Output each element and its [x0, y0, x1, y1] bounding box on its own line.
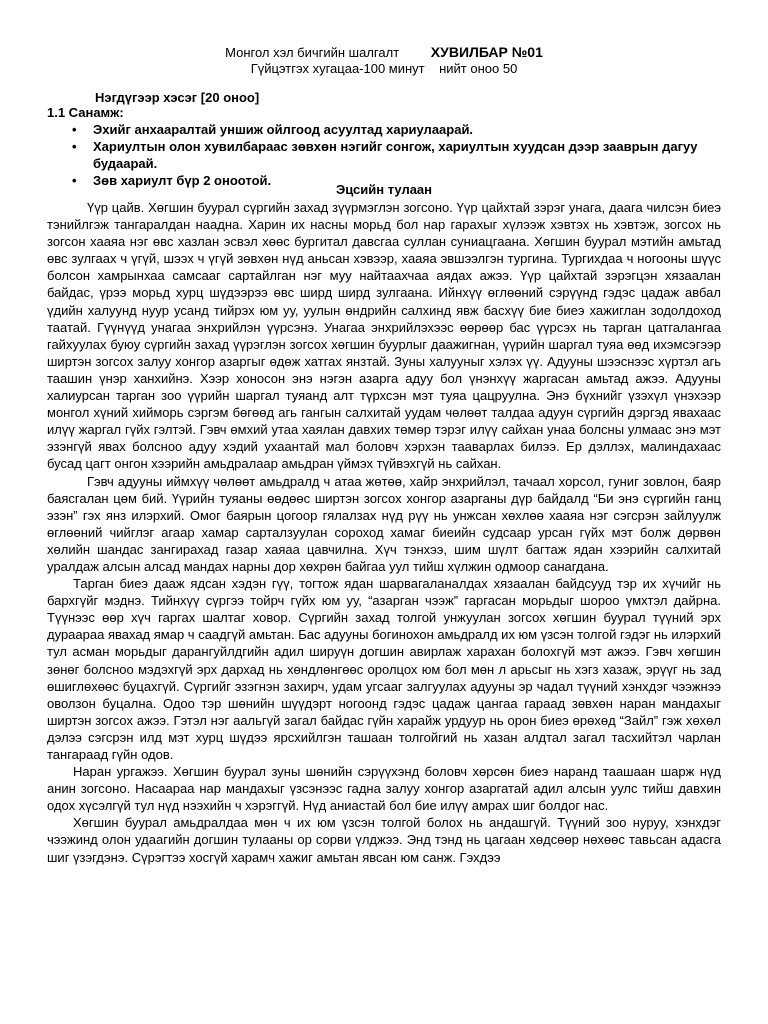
exam-variant: ХУВИЛБАР №01	[430, 44, 543, 60]
instruction-item: • Зөв хариулт бүр 2 оноотой.	[72, 172, 712, 189]
exam-header	[0, 44, 768, 77]
exam-duration: Гүйцэтгэх хугацаа-100 минут	[250, 61, 425, 76]
essay-body	[47, 199, 721, 866]
exam-total-score: нийт оноо 50	[439, 61, 518, 76]
essay-paragraph: Хөгшин буурал амьдралдаа мөн ч их юм үзсэн толгой болох нь андашгүй. Түүний зоо нуруу, хэнхдэг чээжинд олон удаагийн догшин тулааны ор сорви үлджээ. Энд тэнд нь цагаан хөдсөөр нөхөөс тавьсан адасга шиг үзэгдэнэ. Сүрэгтээ хосгүй харамч хажиг амьтан явсан юм санж. Гэхдээ	[47, 815, 721, 865]
note-label: 1.1 Санамж:	[47, 105, 124, 120]
essay-paragraph: Тарган биеэ дааж ядсан хэдэн гүү, тогтож ядан шарвагаланалдах хязаалан байдсууд тэр их хүчийг нь бархгүйг мэднэ. Тийнхүү сүргээ тойрч гүйх юм уу, “азарган чээж” гаргасан морьдыг шороо үмхтэл дайрна. Түүнээс өөр хүч гаргах шалтаг ховор. Сүргийн захад толгой унжуулан зогсох хөгшин буурал түүний эрх дураараа явахад ямар ч саадгүй амьтан. Бас адууны богинохон амьдралд их юм үзсэн толгой гэдэг нь илэрхий тул асман морьдыг дарангуйлдгийн адил шируүн догшин авирлаж харахан болохгүй мэт ажээ. Гэвч хөгшин зөнөг болсноо мэдэхгүй эрх дархад нь хөндлөнгөөс оролцох юм бол мөн л арьсыг нь хэгз хазаж, эрүүг нь зад өшиглөхөөс буцахгүй. Сүргийг эзэгнэн захирч, удам угсааг залгуулах адууны эр чадал түүний хэнхдэг чээжнээ оволзон буцална. Одоо тэр шөнийн шүүдэрт ногоонд гэдэс цадаж цангаа гараад зөвхөн наран мандахыг ширтэн зогсох ажээ. Гэтэл нэг аальгүй загал байдас гүйн харайж урдуур нь орон биеэ өрөхөд “Зайл” гэж хөхөл дэлээ сэгсрэн илд мэт хурц шүдээ ярсхийлгэн ташаан толгойгий нь хазан алдтал загал тасхийтэл чарлан тангараад гүйн одов.	[47, 576, 721, 762]
exam-subject: Монгол хэл бичгийн шалгалт	[225, 45, 400, 60]
header-line-1	[0, 44, 768, 61]
essay-paragraph: Үүр цайв. Хөгшин буурал сүргийн захад зүүрмэглэн зогсоно. Үүр цайхтай зэрэг унага, даага чилсэн биеэ тэнийлгэж тангаралдан наадна. Харин их насны морьд бол нар гарахыг хүлээж хэвтэх нь хэвтэж, зогсох нь зогсон хааяа нэг өвс хазлан эсвэл хөөс бургитал давсгаа суллан суниацгаана. Хөгшин буурал мэтийн амьтад өвс зулгаах ч үгүй, шээх ч үгүй зөвхөн нүд аньсан хэвээр, хааяа эвшээлгэн тургина. Тургихдаа ч ногооны шүүс болсон хамрынхаа самсааг сартайлган нэг муу найтаахчаа аядах ажээ. Үүр цайхтай зэрэгцэн хязаалан байдас, үрээ морьд хурц шүдээрээ өвс ширд ширд зулгаана. Ийнхүү өглөөний сэрүүнд гэдэс цадаж авбал үдийн халуунд нуур усанд тийрэх юм уу, уулын өндрийн салхинд явж басхүү бие биеэ хажиглан зодолдоход таатай. Гүүнүүд унагаа энхрийлэн үүрсэнэ. Унагаа энхрийлэхээс өөрөөр бас үүрсэх нь тарган цатгалангаа гайхуулах буюу сүргийн захад үүрэглэн зогсох хөгшин буурлыг даажигнан, үүрийн шаргал туяа өөд ихэмсэгээр ширтэн зогсох залуу хонгор азаргыг өдөж хатгах янзтай. Зуны халууныг хэлэх үү. Адууны шээснээс хүртэл агь таашин үнэр ханхийнэ. Хээр хоносон энэ нэгэн азарга адуу бол үнэнхүү жаргасан амьтад ажээ. Адууны халиурсан тарган зоо үүрийн шаргал туяанд алт түрхсэн мэт туяа цацруулна. Энэ бүхнийг үзэхүл үнэхээр монгол хүний хийморь сэргэм бөгөөд агь гангын салхитай уудам чөлөөт талдаа адуун сүргийн дэргэд явахаас илүү жаргал гүйх гэлтэй. Гэвч өмхий утаа хаялан давхих төмөр тэрэг илүү сайхан унаа болсны улмаас энэ мэт эзэнгүй явах болсноо адуу хэдий ухаантай мал боловч хэрхэн тааварлах билээ. Ер дэллэх, малиндахаас бусад цагт онгон хээрийн амьдралаар амьдран үймэх түйвэхгүй нь сайхан.	[47, 200, 721, 472]
essay-paragraph: Гэвч адууны иймхүү чөлөөт амьдралд ч атаа жөтөө, хайр энхрийлэл, тачаал хорсол, гуниг зовлон, баяр баясгалан цөм бий. Үүрийн туяаны өөдөөс ширтэн зогсох хонгор азарганы дүр байдалд “Би энэ сүргийн ганц эзэн” гэх янз илэрхий. Омог баярын цогоор гялалзах нүд рүү нь унжсан хөхлөө хааяа нэг сэгсрэн зайлуулж өглөөний чийглэг агаар хамар сарталзуулан сороход хамаг биеийн судсаар урсан гүйх мэт болж дөрвөн хөлийн шандас зангирахад газар хаяаа цавчилна. Хүч тэнхээ, шим шүлт багтаж ядан хээрийн салхитай уралдаж алсын алсад мандах нарны дор хөхрөн байгаа уул тийш хүлжин одмоор санагдана.	[47, 473, 721, 574]
instruction-item: • Эхийг анхааралтай уншиж ойлгоод асуултад хариулаарай.	[72, 121, 712, 138]
instruction-item: • Хариултын олон хувилбараас зөвхөн нэгийг сонгож, хариултын хуудсан дээр зааврын дагуу будаарай.	[72, 138, 712, 172]
section-title: Нэгдүгээр хэсэг [20 оноо]	[95, 90, 260, 105]
essay-paragraph: Наран ургажээ. Хөгшин буурал зуны шөнийн сэрүүхэнд боловч хөрсөн биеэ наранд таашаан шарж нүд анин зогсоно. Насаараа нар мандахыг үзсэнээс гадна залуу хонгор азаргатай адил алсын уулс тийш давхин одох хүсэлгүй тул нүд нээхийн ч хэрэггүй. Нүд аниастай бол бие илүү амрах шиг болдог нас.	[47, 764, 721, 814]
essay-title: Эцсийн тулаан	[335, 182, 433, 197]
header-line-2	[0, 61, 768, 77]
instruction-list	[72, 121, 712, 189]
